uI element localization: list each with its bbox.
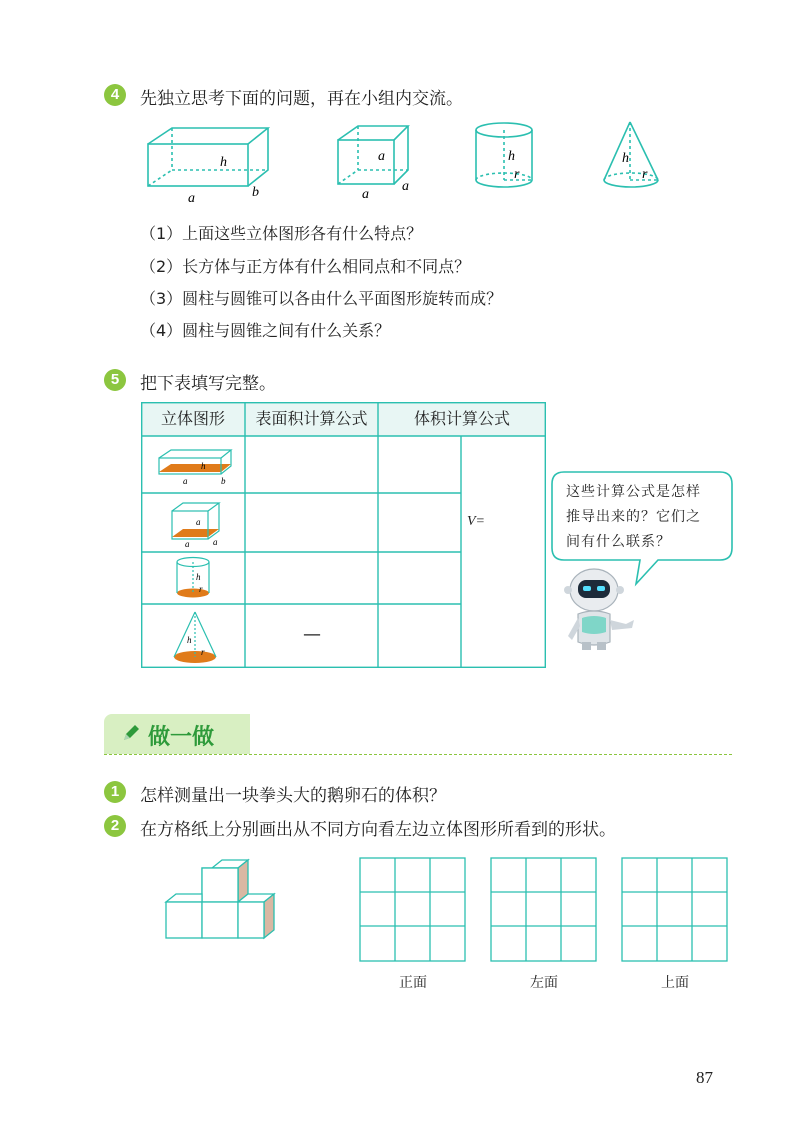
table-header-surface: 表面积计算公式 — [245, 402, 378, 436]
table-cylinder-r: r — [199, 584, 203, 594]
section-divider — [104, 754, 732, 755]
question-number-4: 4 — [104, 84, 126, 106]
cuboid-label-a: a — [188, 191, 195, 206]
grid-label-front: 正面 — [399, 975, 427, 991]
table-cube-a1: a — [196, 517, 201, 527]
practice-number-1: 1 — [104, 781, 126, 803]
cube-figure — [332, 120, 422, 205]
cuboid-label-h: h — [220, 155, 227, 170]
cone-surface-dash: — — [303, 624, 321, 645]
table-cone-r: r — [201, 647, 205, 657]
cube-volume-cell[interactable] — [378, 493, 461, 552]
grid-front[interactable] — [359, 857, 467, 967]
cuboid-surface-cell[interactable] — [245, 436, 378, 493]
cuboid-figure — [140, 122, 270, 207]
cone-label-r: r — [642, 167, 648, 182]
question-4-item-2: （2）长方体与正方体有什么相同点和不同点？ — [140, 257, 471, 276]
cylinder-volume-cell[interactable] — [378, 552, 461, 604]
table-cylinder-h: h — [196, 572, 201, 582]
cylinder-figure — [470, 120, 540, 195]
cube-label-a1: a — [378, 149, 385, 164]
cone-figure — [598, 120, 668, 195]
pencil-icon — [120, 722, 142, 748]
table-cone-h: h — [187, 635, 192, 645]
grid-label-left: 左面 — [530, 975, 558, 991]
table-cube-figure — [169, 499, 224, 553]
cube-label-a3: a — [402, 179, 409, 194]
cube-surface-cell[interactable] — [245, 493, 378, 552]
table-cuboid-figure — [155, 444, 235, 492]
table-cylinder-figure — [175, 555, 215, 605]
cylinder-label-h: h — [508, 149, 515, 164]
table-cuboid-h: h — [201, 461, 206, 471]
cylinder-label-r: r — [514, 167, 520, 182]
question-4-item-1: （1）上面这些立体图形各有什么特点？ — [140, 224, 423, 243]
cone-volume-cell[interactable] — [378, 604, 461, 668]
section-title: 做一做 — [148, 725, 215, 750]
question-4-item-3: （3）圆柱与圆锥可以各由什么平面图形旋转而成？ — [140, 289, 503, 308]
cone-label-h: h — [622, 151, 629, 166]
practice-number-2: 2 — [104, 815, 126, 837]
table-cube-a2: a — [185, 539, 190, 549]
cylinder-surface-cell[interactable] — [245, 552, 378, 604]
cuboid-volume-cell[interactable] — [378, 436, 461, 493]
bubble-line-2: 推导出来的？它们之 — [566, 509, 701, 525]
cuboid-label-b: b — [252, 185, 259, 200]
table-cube-a3: a — [213, 537, 218, 547]
table-cuboid-a: a — [183, 476, 188, 486]
table-cone-figure — [171, 609, 221, 669]
page-number: 87 — [696, 1068, 713, 1087]
question-4-text: 先独立思考下面的问题，再在小组内交流。 — [140, 89, 463, 109]
table-header-volume: 体积计算公式 — [378, 402, 546, 436]
question-4-item-4: （4）圆柱与圆锥之间有什么关系？ — [140, 321, 391, 340]
stacked-cubes-figure — [162, 858, 292, 952]
grid-left[interactable] — [490, 857, 598, 967]
grid-label-top: 上面 — [661, 975, 689, 991]
grid-top[interactable] — [621, 857, 729, 967]
merged-volume-formula[interactable]: V= — [467, 514, 485, 529]
bubble-line-1: 这些计算公式是怎样 — [566, 484, 701, 500]
table-cuboid-b: b — [221, 476, 226, 486]
formula-table — [141, 402, 546, 668]
question-number-5: 5 — [104, 369, 126, 391]
practice-2-text: 在方格纸上分别画出从不同方向看左边立体图形所看到的形状。 — [140, 820, 616, 840]
question-5-text: 把下表填写完整。 — [140, 374, 276, 394]
robot-mascot — [560, 566, 640, 656]
table-header-figure: 立体图形 — [141, 402, 245, 436]
bubble-line-3: 间有什么联系？ — [566, 534, 671, 550]
cube-label-a2: a — [362, 187, 369, 202]
practice-1-text: 怎样测量出一块拳头大的鹅卵石的体积？ — [140, 786, 446, 806]
